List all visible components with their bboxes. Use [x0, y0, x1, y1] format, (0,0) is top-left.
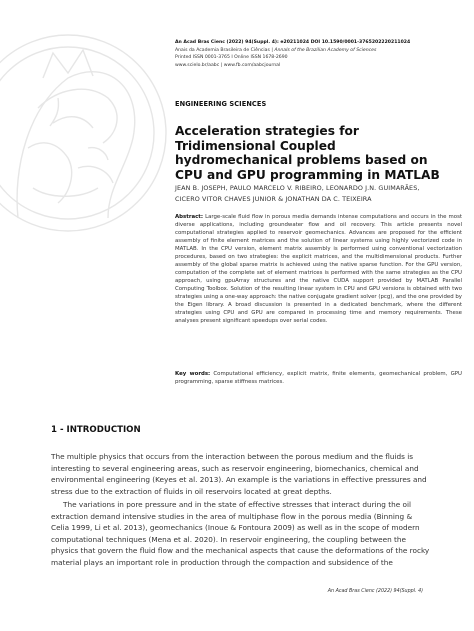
academy-seal-watermark	[0, 18, 178, 258]
author-list	[175, 183, 460, 205]
page-footer: An Acad Bras Cienc (2022) 94(Suppl. 4)	[327, 589, 423, 594]
body-paragraph: The multiple physics that occurs from the interaction between the porous medium and the fluids is interesting to several engineering areas, such as reservoir engineering, biomechanics, chemical and environmental engineering (Keyes et al. 2013). An example is the variations in effective pressures and stress due to the extraction of fluids in oil reservoirs located at great depths.	[51, 452, 427, 496]
issn-line: Printed ISSN 0001-3765 I Online ISSN 1678-2690	[175, 55, 288, 61]
keywords-text: Computational efficiency, explicit matrix, finite elements, geomechanical problem, GPU programming, sparse stiffness matrices.	[175, 371, 462, 385]
authors-line-1: JEAN B. JOSEPH, PAULO MARCELO V. RIBEIRO, LEONARDO J.N. GUIMARÃES,	[175, 184, 420, 192]
journal-name-line: Anais da Academia Brasileira de Ciências | Annals of the Brazilian Academy of Sciences	[175, 47, 377, 53]
abstract-label: Abstract:	[175, 214, 204, 220]
abstract-text: Large-scale fluid flow in porous media demands intense computations and occurs in the most diverse applications, including groundwater flow and oil recovery. This article presents novel computational strategies applied to reservoir geomechanics. Advances are proposed for the efficient assembly of finite element matrices and the solution of linear systems using highly vectorized code in MATLAB. In the CPU version, element matrix assembly is performed using conventional vectorization procedures, based on two strategies: the explicit matrices, and the multidimensional products. Further assembly of the global sparse matrix is achieved using the native sparse function. For the GPU version, computation of the complete set of element matrices is performed with the same strategies as the CPU approach, using gpuArray structures and the native CUDA support provided by MATLAB Parallel Computing Toolbox. Solution of the resulting linear system in CPU and GPU versions is obtained with two strategies using a one-way approach: the native conjugate gradient solver (pcg), and the one provided by the Eigen library. A broad discussion is presented in a dedicated benchmark, where the different strategies using CPU and GPU are compared in processing time and memory requirements. These analyses present significant speedups over serial codes.	[175, 214, 462, 324]
abstract	[175, 213, 462, 325]
paper-title: Acceleration strategies for Tridimensional Coupled hydromechanical problems based on CPU and GPU programming in MATLAB	[175, 124, 440, 182]
journal-social-link[interactable]: www.fb.com/aabcjournal	[223, 62, 281, 68]
journal-masthead	[175, 39, 460, 69]
keywords-label: Key words:	[175, 371, 211, 377]
journal-name-pt: Anais da Academia Brasileira de Ciências	[175, 47, 270, 53]
section-label: ENGINEERING SCIENCES	[175, 100, 267, 108]
journal-website-link[interactable]: www.scielo.br/aabc	[175, 62, 220, 68]
body-paragraph: The variations in pore pressure and in the state of effective stresses that interact during the oil extraction demand intensive studies in the area of multiphase flow in the porous media (Binning & Celia 1999, Li et al. 2013), geomechanics (Inoue & Fontoura 2009) as well as in the scope of modern computational techniques (Mena et al. 2020). In reservoir engineering, the coupling between the physics that govern the fluid flow and the mechanical aspects that cause the deformations of the rocky material plays an important role in production through the compaction and subsidence of the	[51, 500, 430, 567]
keywords	[175, 370, 462, 386]
section-heading-introduction: 1 - INTRODUCTION	[51, 425, 141, 435]
authors-line-2: CICERO VITOR CHAVES JUNIOR & JONATHAN DA C. TEIXEIRA	[175, 195, 372, 204]
journal-name-en: Annals of the Brazilian Academy of Sciences	[274, 47, 377, 53]
web-links-line: www.scielo.br/aabc | www.fb.com/aabcjournal	[175, 62, 281, 68]
citation-line: An Acad Bras Cienc (2022) 94(Suppl. 4): e20211024 DOI 10.1590/0001-3765202220211024	[175, 40, 411, 45]
